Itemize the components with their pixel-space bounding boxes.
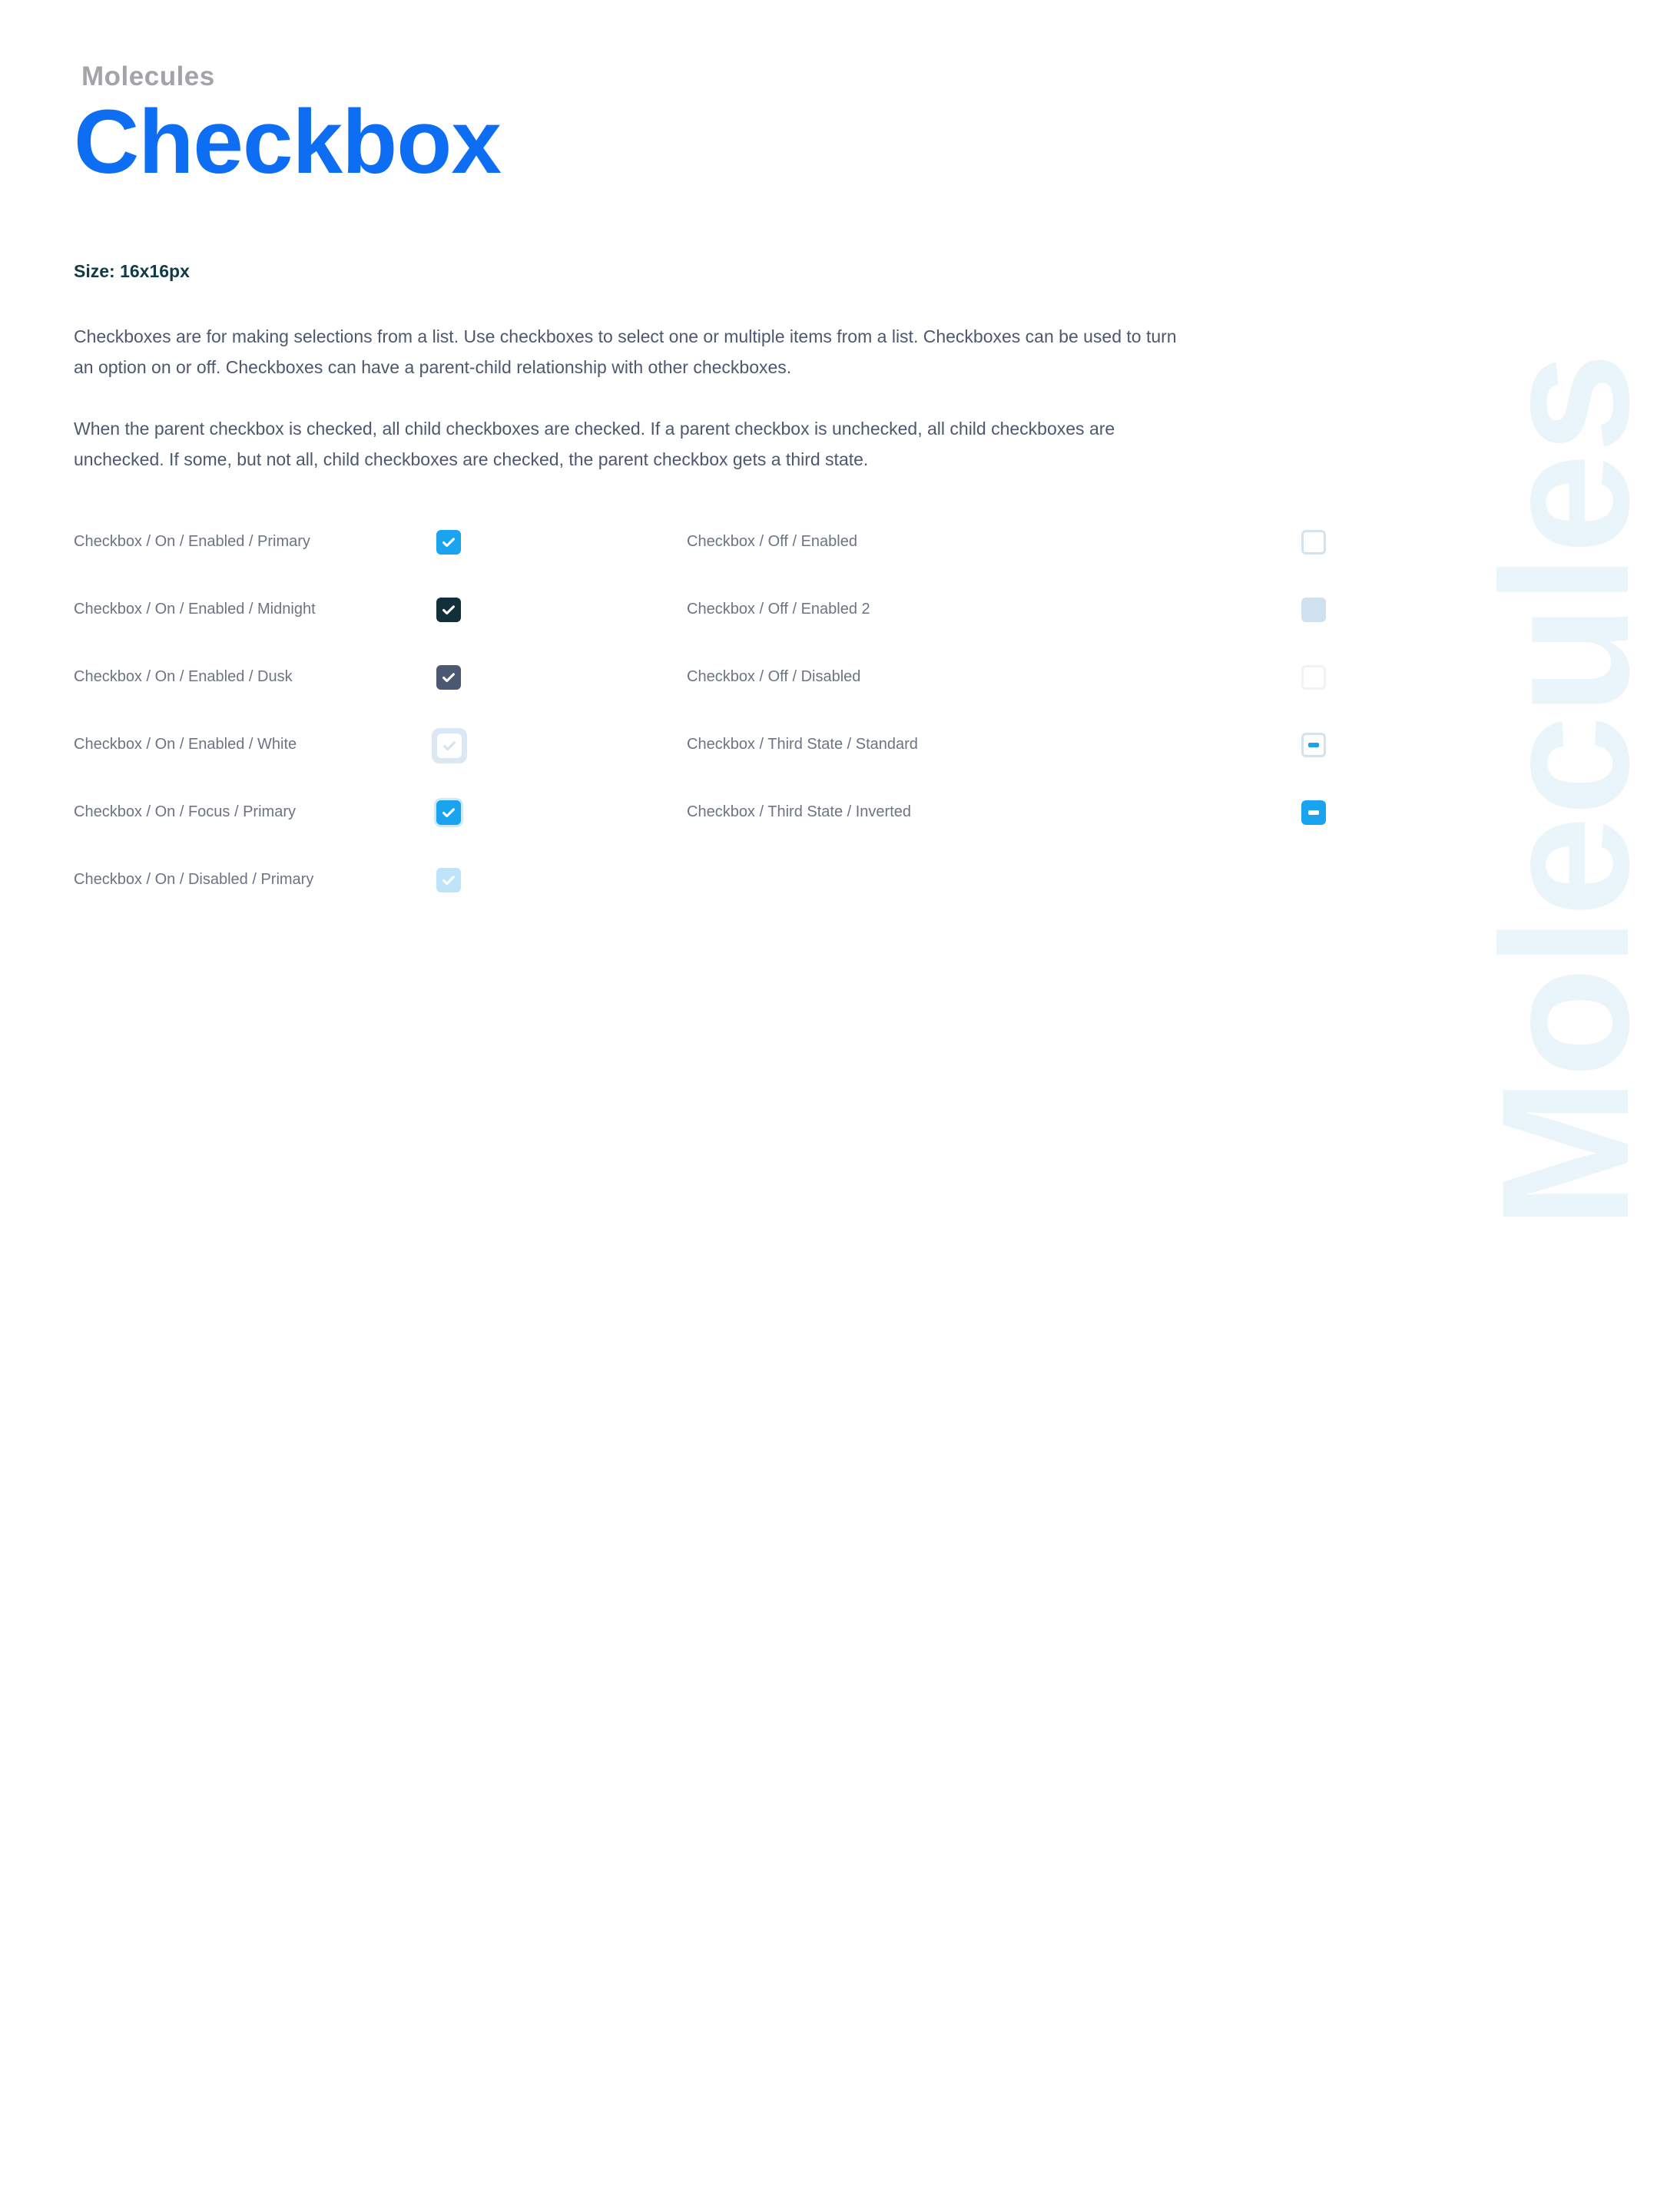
checkbox-checked[interactable] — [436, 598, 461, 622]
check-icon — [440, 534, 457, 551]
variant-label: Checkbox / On / Disabled / Primary — [74, 871, 314, 888]
checkbox-variant-on-focus-primary — [74, 797, 473, 828]
checkbox-unchecked-disabled — [1301, 665, 1326, 690]
checkbox-unchecked[interactable] — [1301, 598, 1326, 622]
size-note: Size: 16x16px — [74, 261, 190, 281]
checkbox-variant-on-disabled-primary — [74, 865, 473, 896]
description-paragraph-2: When the parent checkbox is checked, all child checkboxes are checked. If a parent checkbox is unchecked, all child checkboxes are unchecked. If some, but not all, child checkboxes are checked, the parent checkbox gets a third state. — [74, 419, 1115, 469]
checkbox-variant-off-enabled — [687, 527, 1071, 558]
checkbox-variant-off-enabled-2 — [687, 594, 1071, 625]
checkbox-checked — [437, 733, 462, 758]
checkbox-variant-off-disabled — [687, 662, 1071, 693]
minus-icon — [1308, 743, 1319, 747]
checkbox-focus-ring[interactable] — [432, 728, 467, 763]
checkbox-variant-on-enabled-dusk — [74, 662, 473, 693]
checkbox-indeterminate[interactable] — [1301, 733, 1326, 757]
checkbox-checked[interactable] — [436, 665, 461, 690]
variant-label: Checkbox / On / Focus / Primary — [74, 803, 296, 820]
variant-label: Checkbox / Off / Enabled 2 — [687, 601, 870, 618]
variant-label: Checkbox / On / Enabled / Primary — [74, 533, 310, 550]
check-icon — [440, 601, 457, 618]
checkbox-variant-on-enabled-midnight — [74, 594, 473, 625]
section-category: Molecules — [81, 61, 215, 91]
check-icon — [440, 804, 457, 821]
minus-icon — [1308, 810, 1319, 815]
page-title: Checkbox — [74, 91, 501, 193]
variant-label: Checkbox / Third State / Inverted — [687, 803, 912, 820]
description-paragraph-1: Checkboxes are for making selections from a list. Use checkboxes to select one or multiple items from a list. Checkboxes can be used to turn an option on or off. Checkboxes can have a parent-child relationship with other checkboxes. — [74, 326, 1177, 377]
checkbox-checked[interactable] — [436, 800, 461, 825]
checkbox-checked-disabled — [436, 868, 461, 892]
checkbox-variant-on-enabled-primary — [74, 527, 473, 558]
check-icon — [440, 669, 457, 686]
variant-label: Checkbox / On / Enabled / White — [74, 736, 297, 753]
checkbox-variant-third-state-standard — [687, 730, 1071, 760]
check-icon — [441, 737, 458, 754]
checkbox-unchecked[interactable] — [1301, 530, 1326, 555]
variant-label: Checkbox / Third State / Standard — [687, 736, 918, 753]
variant-label: Checkbox / Off / Disabled — [687, 668, 861, 685]
checkbox-variant-third-state-inverted — [687, 797, 1071, 828]
checkbox-indeterminate[interactable] — [1301, 800, 1326, 825]
variant-label: Checkbox / Off / Enabled — [687, 533, 857, 550]
variant-label: Checkbox / On / Enabled / Midnight — [74, 601, 316, 618]
variant-label: Checkbox / On / Enabled / Dusk — [74, 668, 293, 685]
checkbox-variant-on-enabled-white — [74, 730, 473, 760]
checkbox-checked[interactable] — [436, 530, 461, 555]
watermark-text: Molecules — [1464, 352, 1667, 1229]
check-icon — [440, 872, 457, 889]
